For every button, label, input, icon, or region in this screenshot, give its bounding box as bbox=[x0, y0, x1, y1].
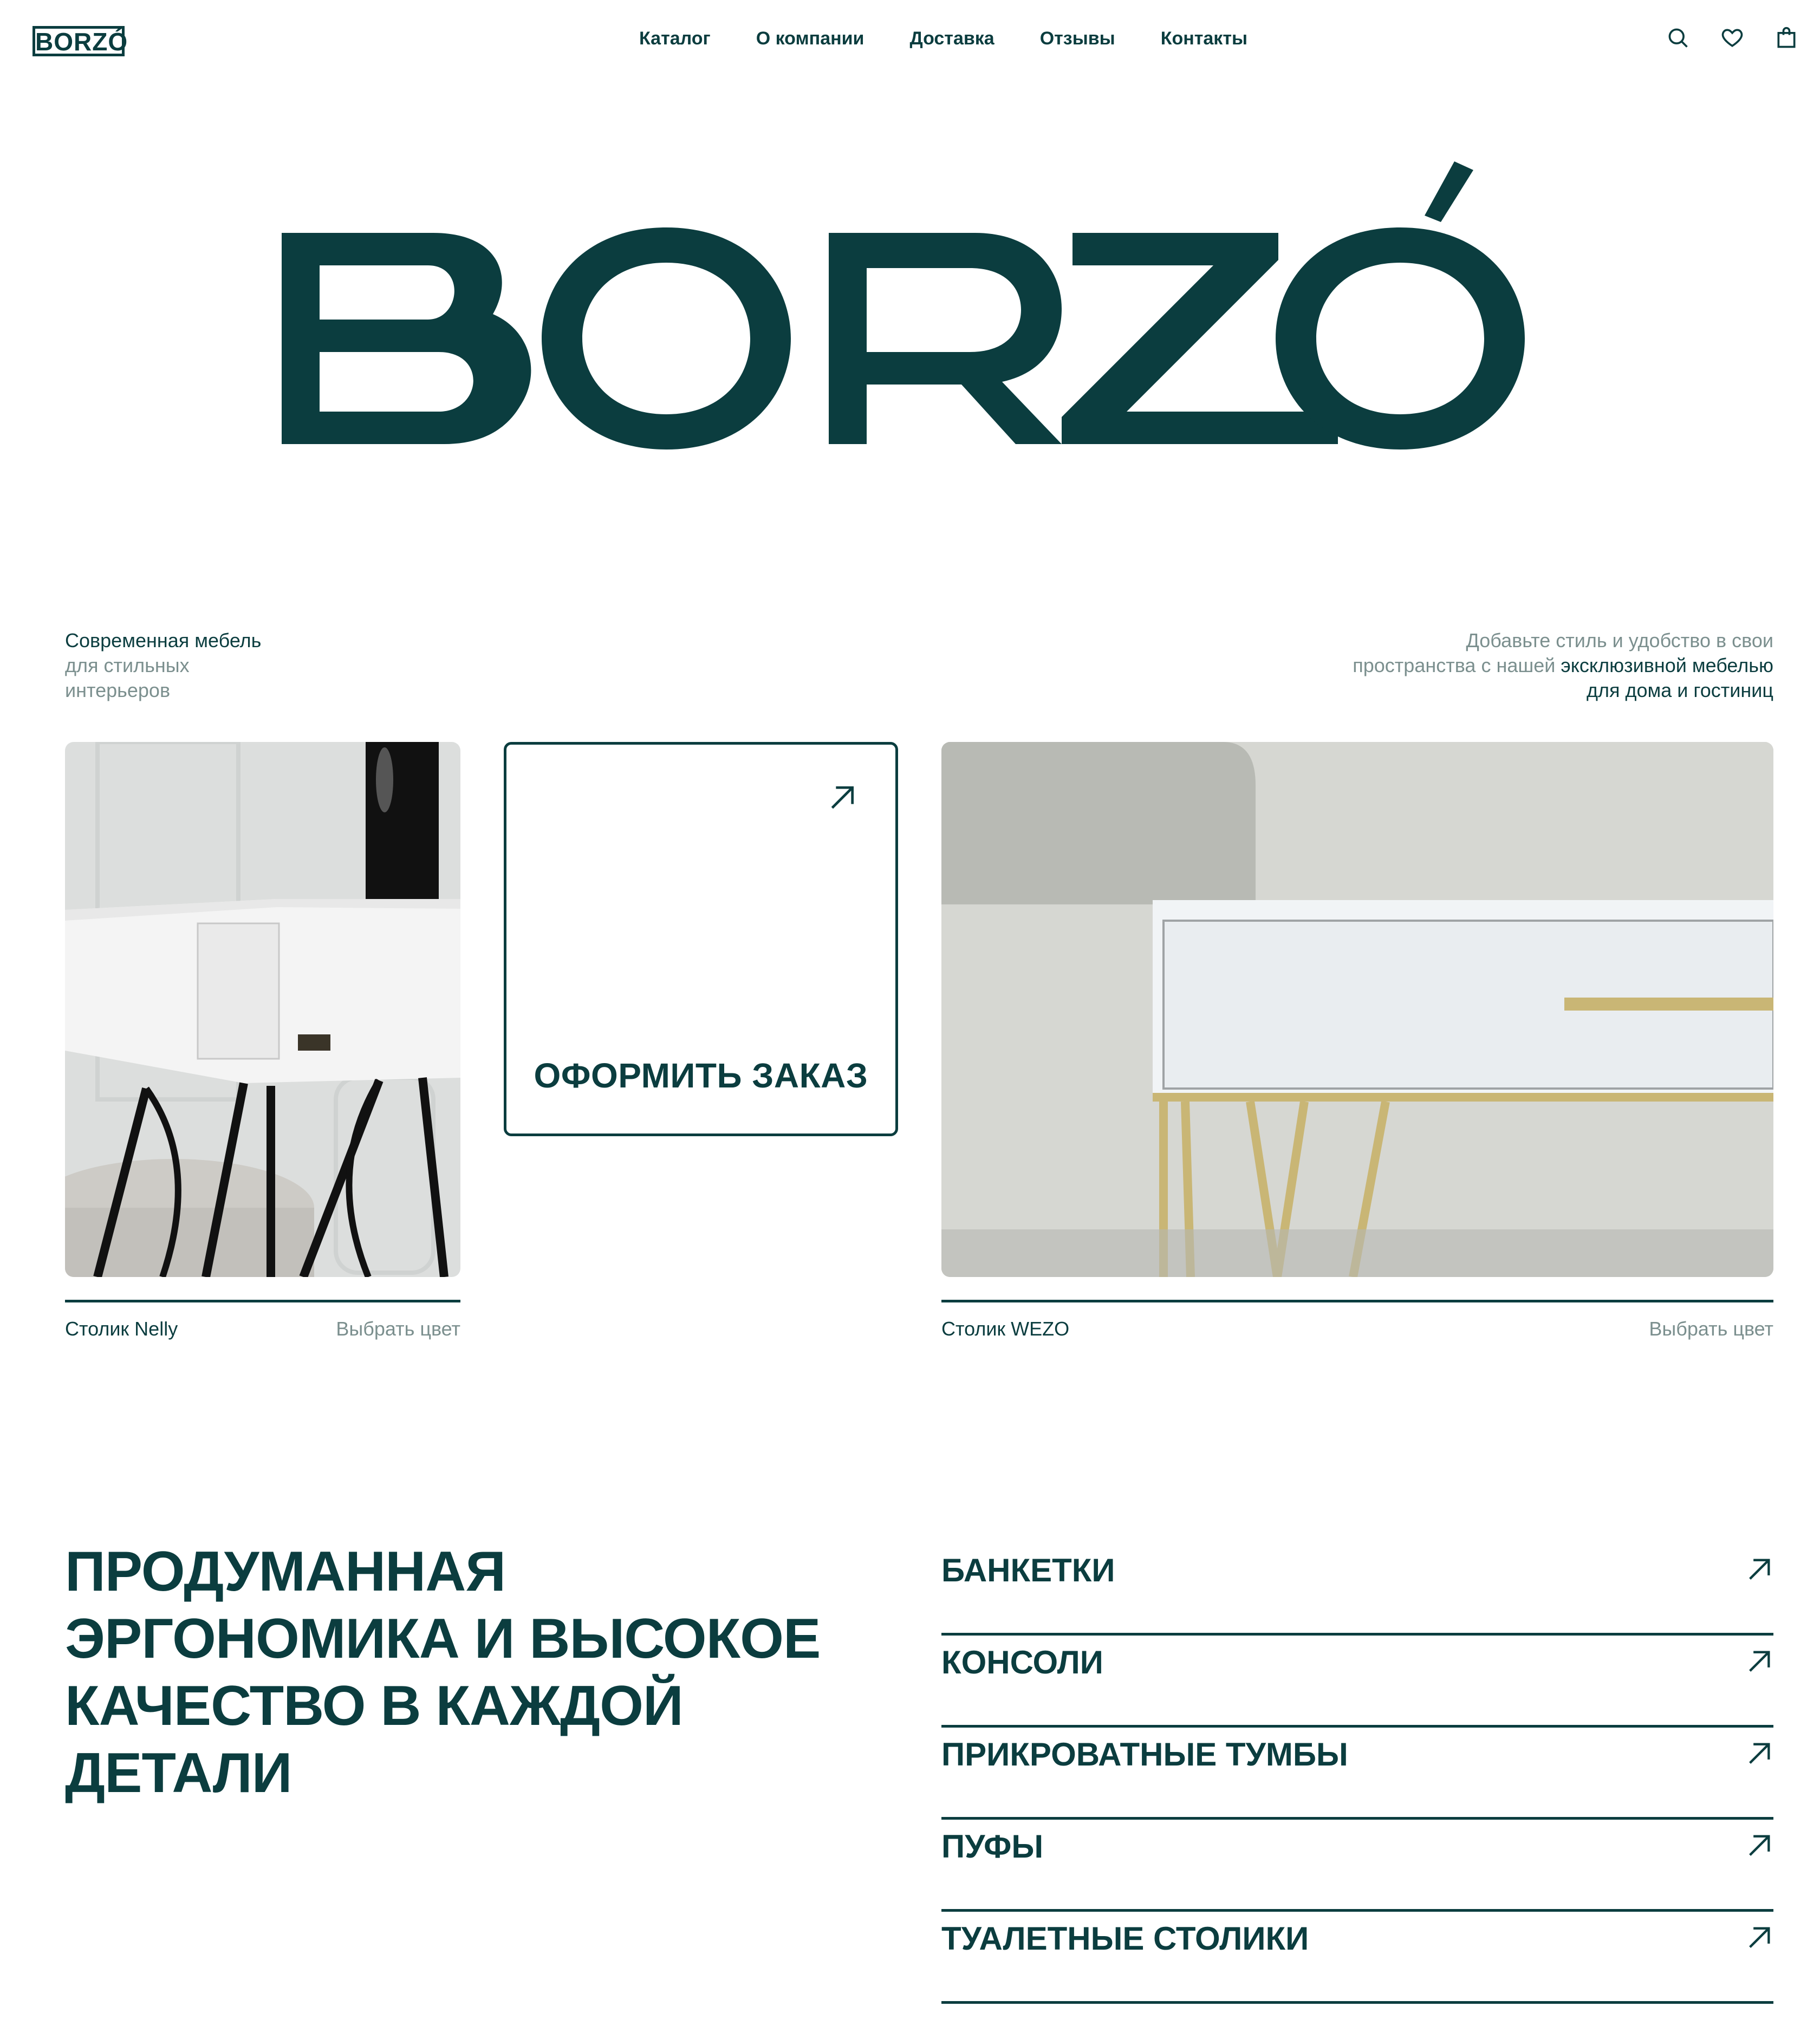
category-label: КОНСОЛИ bbox=[941, 1644, 1103, 1680]
order-button-label: ОФОРМИТЬ ЗАКАЗ bbox=[534, 1056, 868, 1095]
hero-logo bbox=[282, 152, 1560, 498]
nav-catalog[interactable]: Каталог bbox=[639, 28, 711, 49]
arrow-up-right-icon bbox=[1745, 1555, 1773, 1584]
product-photo-nelly[interactable] bbox=[65, 742, 460, 1277]
product-divider bbox=[65, 1300, 460, 1302]
category-item-dressing-tables[interactable] bbox=[941, 1912, 1773, 2004]
headline-line-1: ПРОДУМАННАЯ bbox=[65, 1540, 506, 1603]
section-headline bbox=[65, 1538, 877, 1807]
main-nav bbox=[639, 28, 1247, 49]
arrow-up-right-icon bbox=[1745, 1740, 1773, 1768]
tagline-right-line-2a: пространства с нашей bbox=[1353, 654, 1556, 676]
tagline-left-line-2: для стильных bbox=[65, 654, 190, 676]
choose-color-link[interactable]: Выбрать цвет bbox=[336, 1318, 460, 1340]
tagline-right-line-1: Добавьте стиль и удобство в свои bbox=[1466, 629, 1773, 652]
hero-tagline-left bbox=[65, 628, 261, 703]
tagline-left-line-3: интерьеров bbox=[65, 679, 171, 701]
nav-about[interactable]: О компании bbox=[756, 28, 864, 49]
headline-line-3: КАЧЕСТВО В КАЖДОЙ bbox=[65, 1675, 683, 1737]
category-label: БАНКЕТКИ bbox=[941, 1552, 1115, 1588]
heart-icon[interactable] bbox=[1720, 26, 1744, 50]
arrow-up-right-icon bbox=[1745, 1832, 1773, 1860]
bag-icon[interactable] bbox=[1774, 26, 1798, 50]
site-header bbox=[0, 0, 1820, 87]
arrow-up-right-icon bbox=[1745, 1924, 1773, 1952]
product-card-nelly[interactable] bbox=[65, 742, 460, 1340]
category-list bbox=[941, 1543, 1773, 2004]
category-item-banquettes[interactable] bbox=[941, 1543, 1773, 1636]
category-label: ТУАЛЕТНЫЕ СТОЛИКИ bbox=[941, 1920, 1309, 1957]
header-icons bbox=[1666, 26, 1798, 50]
header-logo[interactable]: BORZÓ bbox=[32, 26, 125, 56]
headline-line-2: ЭРГОНОМИКА И ВЫСОКОЕ bbox=[65, 1607, 821, 1670]
category-label: ПУФЫ bbox=[941, 1828, 1044, 1865]
product-name[interactable]: Столик WEZO bbox=[941, 1318, 1070, 1340]
order-button[interactable] bbox=[504, 742, 898, 1136]
tagline-left-line-1: Современная мебель bbox=[65, 629, 262, 652]
arrow-up-right-icon bbox=[827, 783, 857, 813]
product-card-wezo[interactable] bbox=[941, 742, 1773, 1340]
arrow-up-right-icon bbox=[1745, 1647, 1773, 1676]
nav-contacts[interactable]: Контакты bbox=[1160, 28, 1248, 49]
product-name[interactable]: Столик Nelly bbox=[65, 1318, 178, 1340]
category-item-consoles[interactable] bbox=[941, 1636, 1773, 1728]
product-photo-wezo[interactable] bbox=[941, 742, 1773, 1277]
headline-line-4: ДЕТАЛИ bbox=[65, 1742, 292, 1805]
category-item-poufs[interactable] bbox=[941, 1820, 1773, 1912]
tagline-right-line-3: для дома и гостиниц bbox=[1587, 679, 1773, 701]
search-icon[interactable] bbox=[1666, 26, 1690, 50]
product-caption bbox=[65, 1318, 460, 1340]
nav-reviews[interactable]: Отзывы bbox=[1039, 28, 1115, 49]
hero-tagline-right bbox=[1286, 628, 1773, 703]
tagline-right-line-2b: эксклюзивной мебелью bbox=[1561, 654, 1773, 676]
category-item-nightstands[interactable] bbox=[941, 1728, 1773, 1820]
product-caption bbox=[941, 1318, 1773, 1340]
product-divider bbox=[941, 1300, 1773, 1302]
nav-delivery[interactable]: Доставка bbox=[909, 28, 994, 49]
category-label: ПРИКРОВАТНЫЕ ТУМБЫ bbox=[941, 1736, 1348, 1773]
choose-color-link[interactable]: Выбрать цвет bbox=[1649, 1318, 1773, 1340]
